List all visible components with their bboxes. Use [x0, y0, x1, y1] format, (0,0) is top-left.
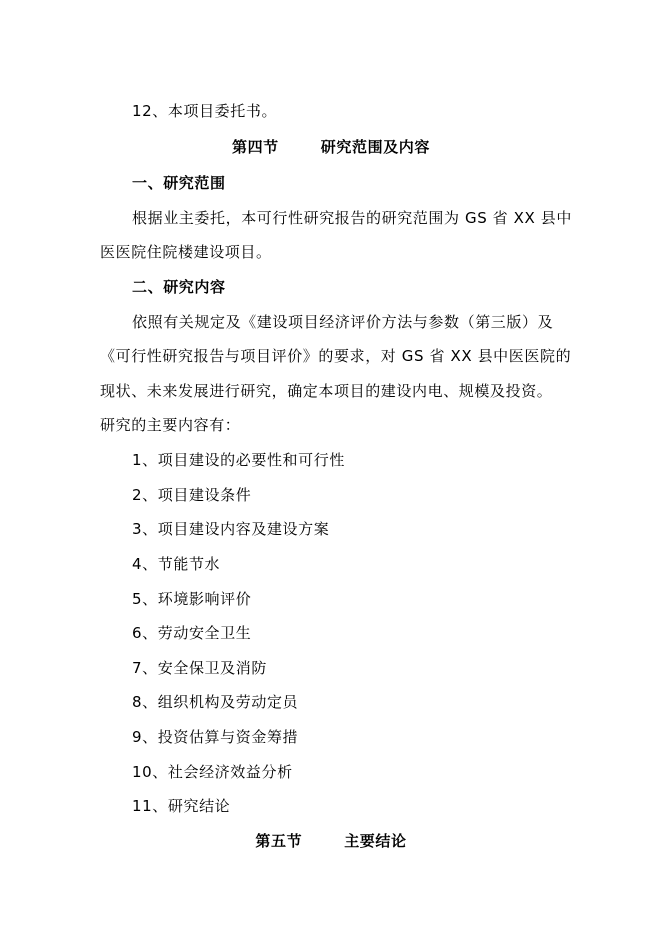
list-item: 10、社会经济效益分析 [132, 763, 293, 781]
section-number: 第五节 [255, 832, 303, 850]
paragraph-line: 《可行性研究报告与项目评价》的要求，对 GS 省 XX 县中医医院的 [100, 347, 572, 365]
list-item: 11、研究结论 [132, 797, 231, 815]
list-item: 4、节能节水 [132, 555, 221, 573]
list-item: 2、项目建设条件 [132, 486, 252, 504]
section-number: 第四节 [231, 138, 279, 156]
subheading-content: 二、研究内容 [132, 278, 226, 296]
section-heading-5 [0, 831, 662, 851]
list-item: 6、劳动安全卫生 [132, 624, 252, 642]
list-item: 5、环境影响评价 [132, 590, 252, 608]
paragraph-line: 现状、未来发展进行研究，确定本项目的建设内电、规模及投资。 [100, 382, 553, 400]
list-item-12: 12、本项目委托书。 [132, 102, 278, 120]
section-heading-4 [0, 137, 662, 157]
list-item: 1、项目建设的必要性和可行性 [132, 451, 345, 469]
list-item: 9、投资估算与资金筹措 [132, 728, 299, 746]
paragraph-line: 根据业主委托，本可行性研究报告的研究范围为 GS 省 XX 县中 [132, 209, 572, 227]
list-item: 8、组织机构及劳动定员 [132, 693, 299, 711]
section-title: 研究范围及内容 [320, 138, 430, 156]
list-item: 3、项目建设内容及建设方案 [132, 520, 330, 538]
paragraph-line: 依照有关规定及《建设项目经济评价方法与参数（第三版）及 [132, 313, 554, 331]
subheading-scope: 一、研究范围 [132, 174, 226, 192]
paragraph-line: 医医院住院楼建设项目。 [100, 243, 272, 261]
section-title: 主要结论 [344, 832, 407, 850]
paragraph-line: 研究的主要内容有： [100, 416, 241, 434]
list-item: 7、安全保卫及消防 [132, 659, 267, 677]
